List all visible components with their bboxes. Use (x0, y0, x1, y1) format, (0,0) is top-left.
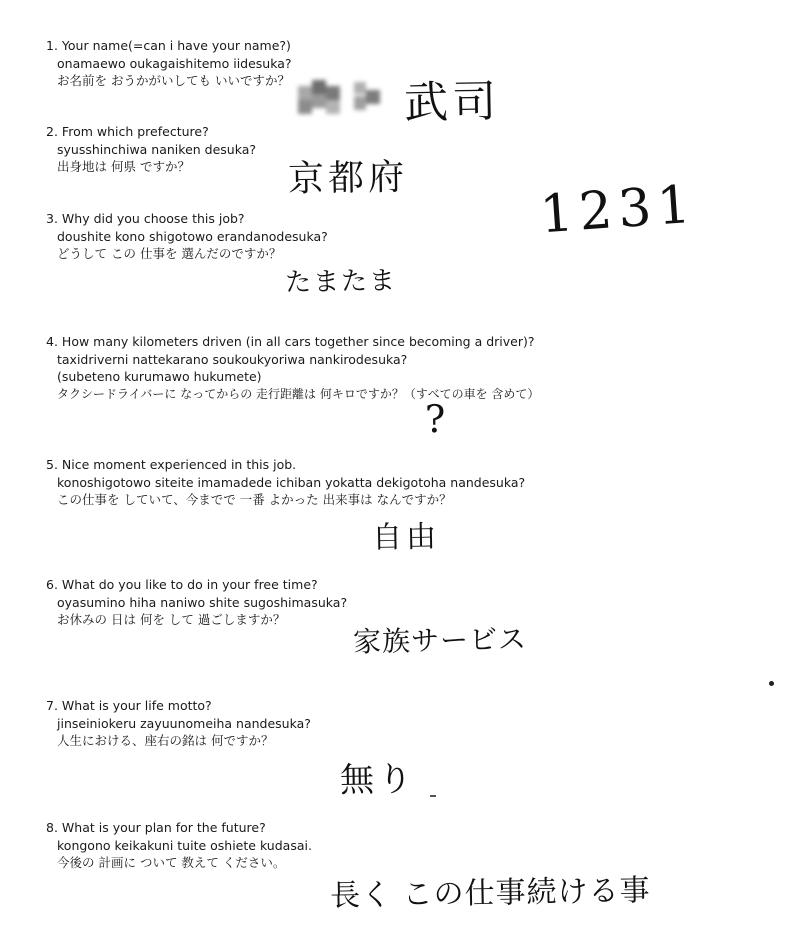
question-3-english: 3. Why did you choose this job? (46, 211, 245, 226)
question-3 (46, 210, 328, 263)
question-4-english: 4. How many kilometers driven (in all cars together since becoming a driver)? (46, 334, 535, 349)
question-2 (46, 123, 256, 176)
ink-dot (769, 681, 774, 686)
question-1-english: 1. Your name(=can i have your name?) (46, 38, 291, 53)
question-7-romaji: jinseiniokeru zayuunomeiha nandesuka? (57, 715, 311, 731)
question-5-japanese: この仕事を していて、今までで 一番 よかった 出来事は なんですか？ (57, 492, 452, 507)
answer-2: 京都府 (287, 156, 409, 201)
redacted-name-block (298, 76, 396, 120)
question-4-romaji-2: (subeteno kurumawo hukumete) (57, 369, 262, 384)
answer-8: 長く この仕事続ける事 (329, 873, 651, 914)
question-6-romaji: oyasumino hiha naniwo shite sugoshimasuka? (57, 594, 348, 610)
question-3-romaji: doushite kono shigotowo erandanodesuka? (57, 228, 328, 244)
question-8-english: 8. What is your plan for the future? (46, 820, 266, 835)
question-5-english: 5. Nice moment experienced in this job. (46, 457, 297, 472)
question-8-japanese: 今後の 計画に ついて 教えて ください。 (57, 855, 286, 870)
answer-1: 武司 (403, 76, 501, 129)
margin-number-note: 1231 (538, 174, 699, 246)
answer-5: 自由 (371, 519, 441, 556)
question-6 (46, 576, 347, 629)
question-3-japanese: どうして この 仕事を 選んだのですか？ (57, 246, 282, 261)
question-2-japanese: 出身地は 何県 ですか？ (57, 159, 190, 174)
question-2-english: 2. From which prefecture? (46, 124, 209, 139)
question-6-japanese: お休みの 日は 何を して 過ごしますか？ (57, 612, 286, 627)
question-7-english: 7. What is your life motto? (46, 698, 212, 713)
answer-7: 無り (339, 759, 417, 801)
question-2-romaji: syusshinchiwa naniken desuka? (57, 141, 257, 157)
question-6-english: 6. What do you like to do in your free time? (46, 577, 318, 592)
question-5 (46, 456, 525, 509)
question-4-romaji: taxidriverni nattekarano soukoukyoriwa nankirodesuka? (57, 351, 408, 367)
question-1-romaji: onamaewo oukagaishitemo iidesuka? (57, 55, 292, 71)
question-8 (46, 819, 312, 872)
ink-mark (430, 795, 436, 797)
question-7-japanese: 人生における、座右の銘は 何ですか？ (57, 733, 274, 748)
answer-3: たまたま (284, 266, 398, 298)
question-4-japanese: タクシードライバーに なってからの 走行距離は 何キロですか？（すべての車を 含めて） (57, 386, 540, 401)
question-7 (46, 697, 311, 750)
question-1 (46, 37, 292, 90)
answer-4: ? (424, 396, 450, 442)
question-8-romaji: kongono keikakuni tuite oshiete kudasai. (57, 837, 312, 853)
question-5-romaji: konoshigotowo siteite imamadede ichiban yokatta dekigotoha nandesuka? (57, 474, 526, 490)
answer-6: 家族サービス (352, 622, 528, 659)
question-4 (46, 333, 539, 403)
question-1-japanese: お名前を おうかがいしても いいですか？ (57, 73, 290, 88)
